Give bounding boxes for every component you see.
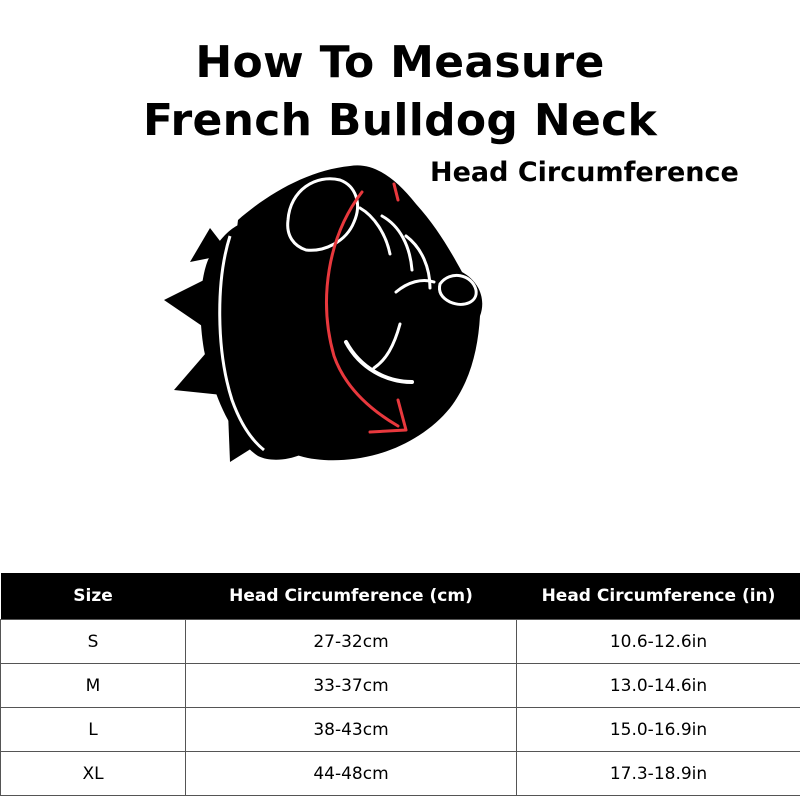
bulldog-head-spiked-collar-icon (150, 150, 510, 480)
header-size: Size (1, 573, 186, 620)
cell-cm: 33-37cm (186, 664, 517, 708)
title-line-2: French Bulldog Neck (142, 95, 658, 146)
cell-in: 10.6-12.6in (517, 620, 800, 664)
nose-shape (439, 275, 476, 304)
table-row (1, 752, 800, 796)
title-line-1: How To Measure (195, 37, 605, 88)
table-header-row (1, 573, 800, 620)
cell-size: XL (1, 752, 186, 796)
table-row (1, 664, 800, 708)
cell-in: 13.0-14.6in (517, 664, 800, 708)
cell-size: M (1, 664, 186, 708)
table-row (1, 620, 800, 664)
cell-size: L (1, 708, 186, 752)
header-cm: Head Circumference (cm) (186, 573, 517, 620)
cell-size: S (1, 620, 186, 664)
page-title (0, 34, 800, 150)
cell-cm: 44-48cm (186, 752, 517, 796)
head-circumference-label: Head Circumference (430, 157, 739, 188)
table-row (1, 708, 800, 752)
size-chart-table (0, 573, 800, 796)
cell-in: 17.3-18.9in (517, 752, 800, 796)
cell-cm: 27-32cm (186, 620, 517, 664)
cell-cm: 38-43cm (186, 708, 517, 752)
cell-in: 15.0-16.9in (517, 708, 800, 752)
header-in: Head Circumference (in) (517, 573, 800, 620)
